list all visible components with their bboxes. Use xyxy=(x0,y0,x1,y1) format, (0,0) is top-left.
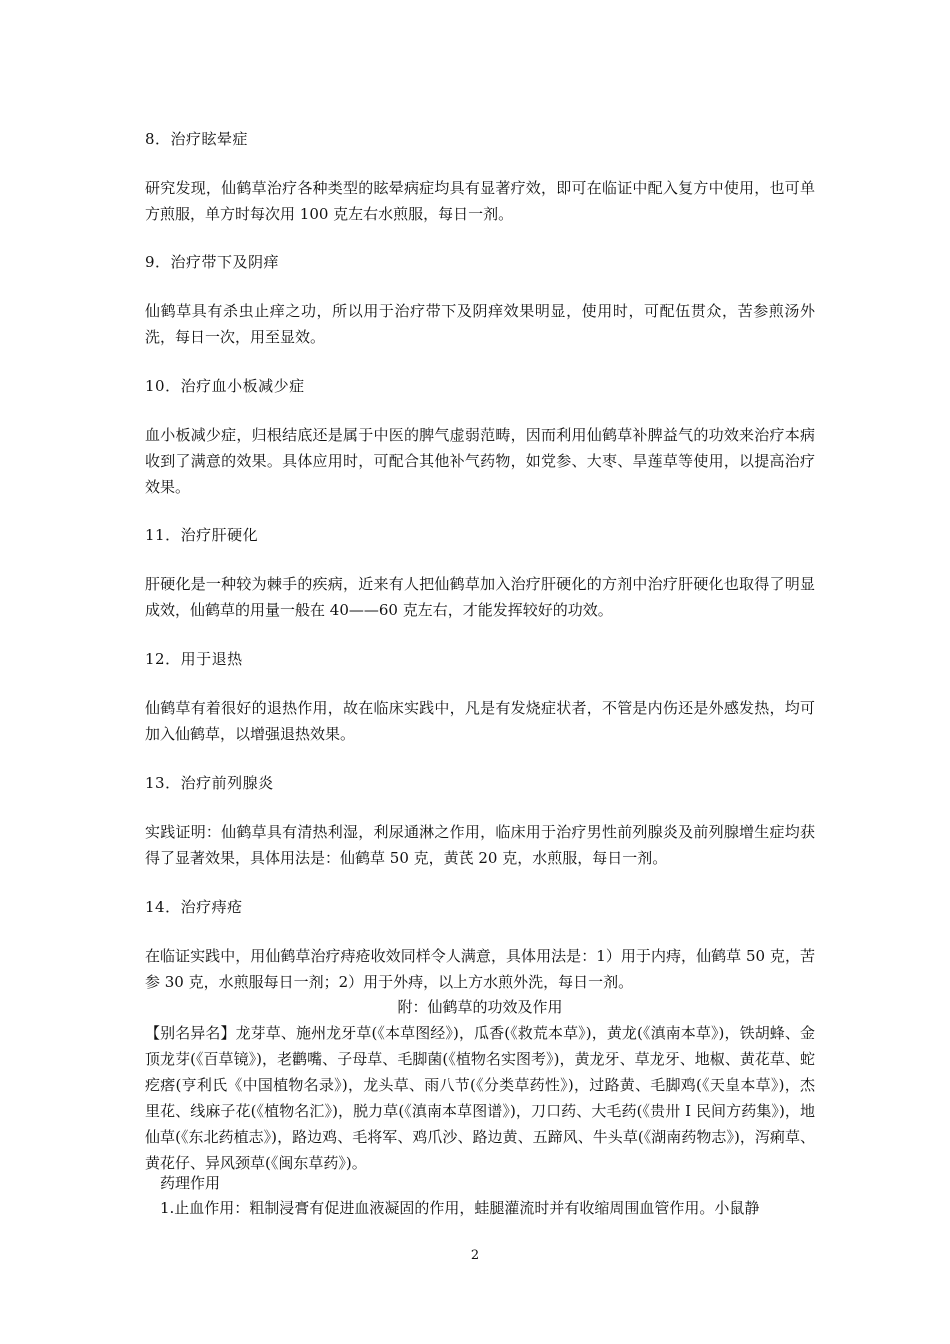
section-heading-13: 13．治疗前列腺炎 xyxy=(145,774,274,792)
section-body-9: 仙鹤草具有杀虫止痒之功，所以用于治疗带下及阴痒效果明显，使用时，可配伍贯众，苦参煎汤外洗，每日一次，用至显效。 xyxy=(145,302,815,346)
section-body-14: 在临证实践中，用仙鹤草治疗痔疮收效同样令人满意，具体用法是：1）用于内痔，仙鹤草 50 克，苦参 30 克，水煎服每日一剂；2）用于外痔，以上方水煎外洗，每日一剂。 xyxy=(145,947,815,991)
section-heading-10: 10．治疗血小板减少症 xyxy=(145,377,305,395)
section-body-13: 实践证明：仙鹤草具有清热利湿，利尿通淋之作用，临床用于治疗男性前列腺炎及前列腺增生症均获得了显著效果，具体用法是：仙鹤草 50 克，黄芪 20 克，水煎服，每日一剂。 xyxy=(145,823,815,867)
section-heading-12: 12．用于退热 xyxy=(145,650,243,668)
section-body-12: 仙鹤草有着很好的退热作用，故在临床实践中，凡是有发烧症状者，不管是内伤还是外感发热，均可加入仙鹤草，以增强退热效果。 xyxy=(145,699,815,743)
pharmacology-item-1: 1.止血作用：粗制浸膏有促进血液凝固的作用，蛙腿灌流时并有收缩周围血管作用。小鼠静 xyxy=(160,1199,760,1217)
page-number: 2 xyxy=(470,1248,480,1263)
section-heading-14: 14．治疗痔疮 xyxy=(145,898,243,916)
appendix-title: 附：仙鹤草的功效及作用 xyxy=(397,998,563,1016)
section-body-11: 肝硬化是一种较为棘手的疾病，近来有人把仙鹤草加入治疗肝硬化的方剂中治疗肝硬化也取得了明显成效，仙鹤草的用量一般在 40——60 克左右，才能发挥较好的功效。 xyxy=(145,575,815,619)
section-heading-9: 9．治疗带下及阴痒 xyxy=(145,253,280,271)
section-body-10: 血小板减少症，归根结底还是属于中医的脾气虚弱范畴，因而利用仙鹤草补脾益气的功效来治疗本病收到了满意的效果。具体应用时，可配合其他补气药物，如党参、大枣、旱莲草等使用，以提高治疗效果。 xyxy=(145,426,815,496)
pharmacology-heading: 药理作用 xyxy=(160,1174,221,1192)
section-body-8: 研究发现，仙鹤草治疗各种类型的眩晕病症均具有显著疗效，即可在临证中配入复方中使用，也可单方煎服，单方时每次用 100 克左右水煎服，每日一剂。 xyxy=(145,179,815,223)
section-heading-11: 11．治疗肝硬化 xyxy=(145,526,259,544)
aliases-paragraph: 【别名异名】龙芽草、施州龙牙草(《本草图经》)，瓜香(《救荒本草》)，黄龙(《滇南本草》)，铁胡蜂、金顶龙芽(《百草镜》)，老鹳嘴、子母草、毛脚菌(《植物名实图考》)，黄龙牙、草龙牙、地椒、黄花草、蛇疙瘩(亨利氏《中国植物名录》)，龙头草、雨八节(《分类草药性》)，过路黄、毛脚鸡(《天皇本草》)，杰里花、线麻子花(《植物名汇》)，脱力草(《滇南本草图谱》)，刀口药、大毛药(《贵卅 I 民间方药集》)，地仙草(《东北药植志》)，路边鸡、毛将军、鸡爪沙、路边黄、五蹄风、牛头草(《湖南药物志》)，泻痢草、黄花仔、异风颈草(《闽东草药》)。 xyxy=(145,1024,815,1172)
section-heading-8: 8．治疗眩晕症 xyxy=(145,130,249,148)
